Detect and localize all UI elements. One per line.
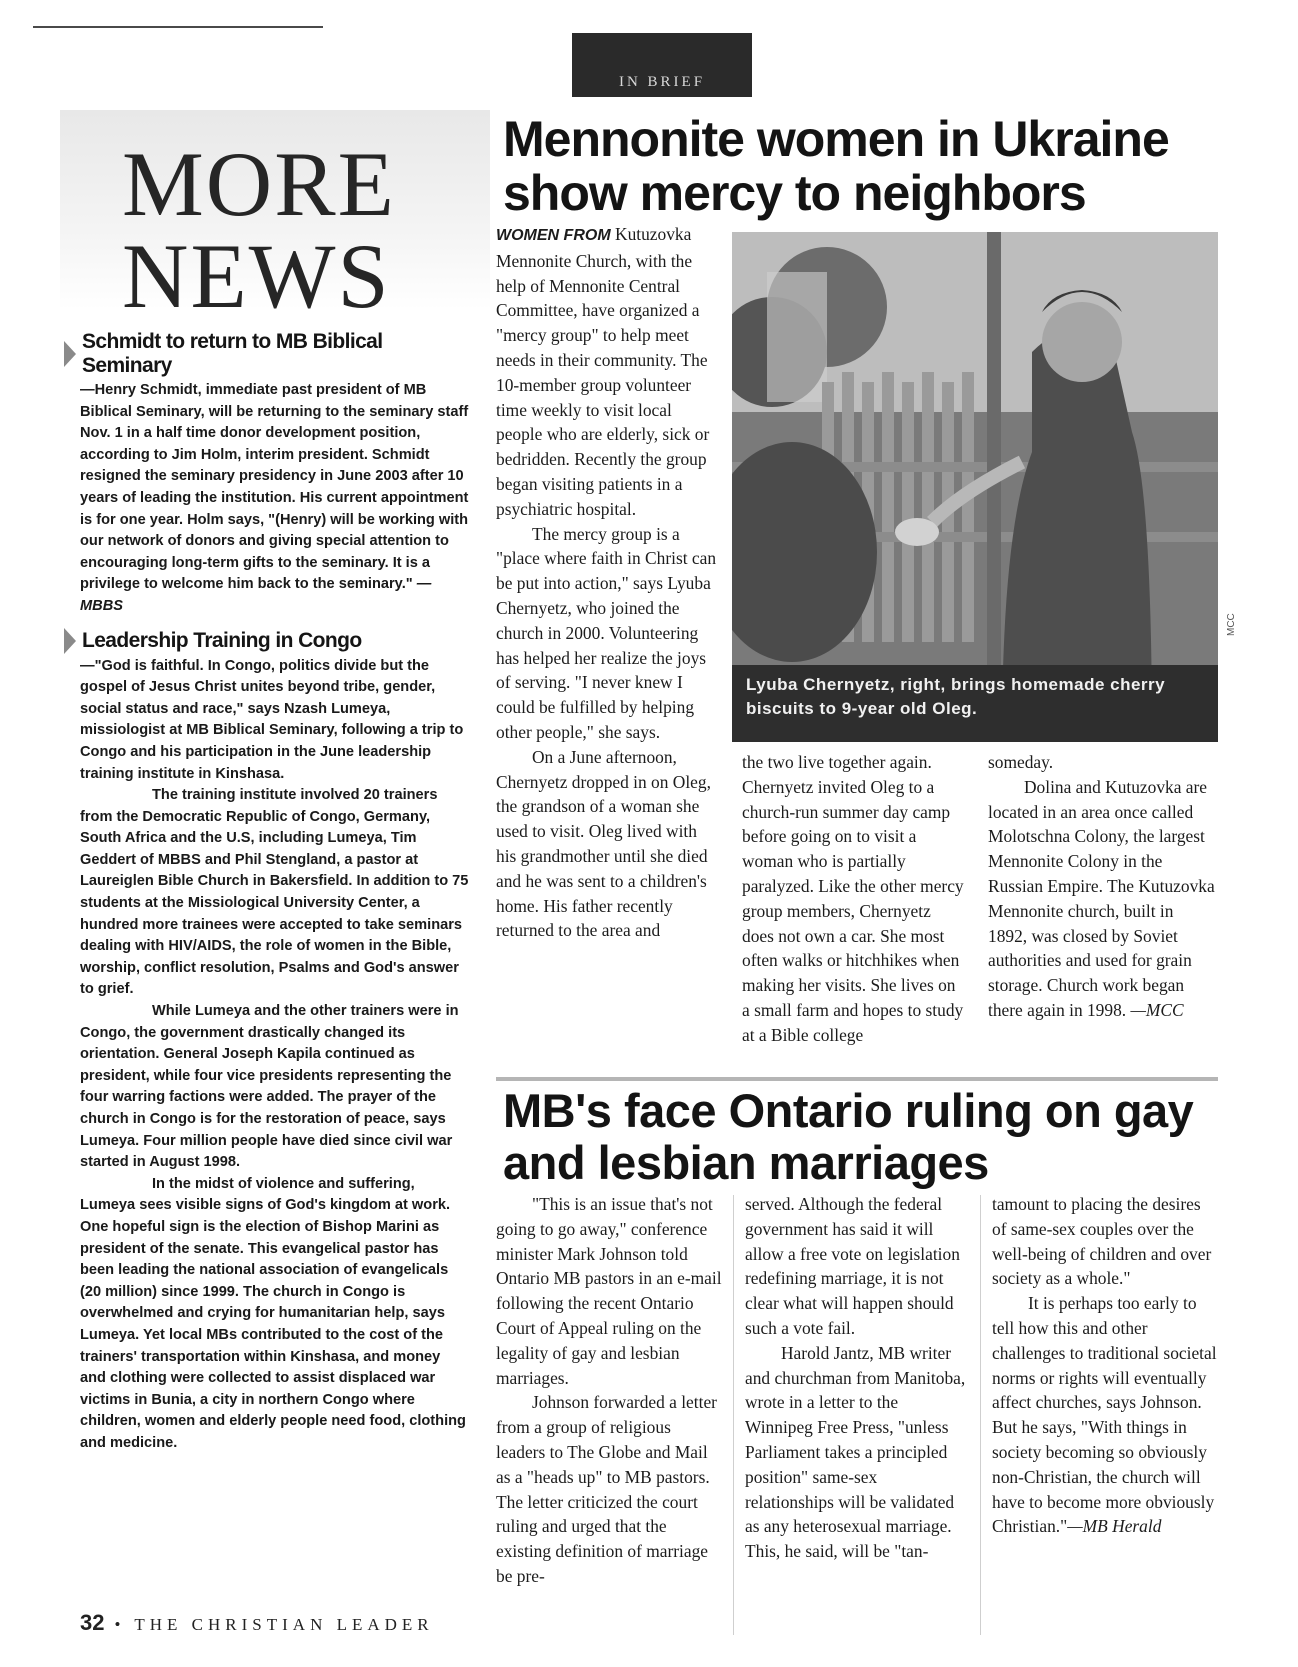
column-rule [980,1195,981,1635]
story2-column-2 [745,1192,969,1564]
more-news-line2: NEWS [122,225,391,327]
photo-caption: Lyuba Chernyetz, right, brings homemade cherry biscuits to 9-year old Oleg. [732,665,1218,742]
brief1-title: Schmidt to return to MB Biblical Seminary [80,330,470,378]
triangle-bullet-icon [64,628,76,654]
footer-separator: • [114,1615,126,1634]
column-rule [733,1195,734,1635]
story1-paragraph: Dolina and Kutuzovka are located in an area once called Molotschna Colony, the largest Mennonite Colony in the Russian Empire. The Kutuzovka Mennonite church, built in 1892, was closed by Soviet authorities and used for grain storage. Church work began there again in 1998. —MCC [988,776,1215,1020]
brief1-text: —Henry Schmidt, immediate past president of MB Biblical Seminary, will be returning to the seminary staff Nov. 1 in a half time donor development position, according to Jim Holm, interim president. Schmidt resigned the seminary presidency in June 2003 after 10 years of leading the institution. His current appointment is for one year. Holm says, "(Henry) will be working with our network of donors and giving special attention to encouraging long-term gifts to the seminary. It is a privilege to welcome him back to the seminary." —MBBS [80,382,469,614]
story2-column-3 [992,1192,1218,1539]
story2-paragraph: served. Although the federal government has said it will allow a free vote on legislation redefining marriage, it is not clear what will happen should such a vote fail. [745,1194,960,1338]
story2-signature: —MB Herald [1067,1516,1162,1537]
story2-paragraph: Harold Jantz, MB writer and churchman from Manitoba, wrote in a letter to the Winnipeg Free Press, "unless Parliament takes a principled position" same-sex relationships will be validated as any heterosexual marriage. This, he said, will be "tan- [745,1342,966,1562]
story1-signature: —MCC [1130,999,1184,1020]
brief2-paragraph: The training institute involved 20 trainers from the Democratic Republic of Congo, Germany, South Africa and the U.S, including Lumeya, Tim Geddert of MBBS and Phil Stengland, a pastor at Laureiglen Bible Church in Bakersfield. In addition to 75 students at the Missiological University Center, a hundred more trainees were accepted to take seminars dealing with HIV/AIDS, the role of women in the Bible, worship, conflict resolution, Psalms and God's answer to grief. [80,787,469,998]
more-news-banner [60,110,490,327]
story1-paragraph: someday. [988,752,1054,772]
brief2-title: Leadership Training in Congo [80,628,470,654]
page-footer [80,1610,434,1636]
story1-column-2 [742,750,964,1048]
story-divider [496,1077,1218,1081]
page-number: 32 [80,1610,105,1635]
brief2-paragraph: While Lumeya and the other trainers were in Congo, the government drastically changed its orientation. General Joseph Kapila continued as president, while four vice presidents representing the four warring factions were added. The prayer of the church in Congo is for the restoration of peace, says Lumeya. Four million people have died since civil war started in August 1998. [80,1003,459,1171]
story1-paragraph: WOMEN FROM Kutuzovka Mennonite Church, with the help of Mennonite Central Committee, have organized a "mercy group" to help meet needs in their community. The 10-member group volunteer time weekly to visit local people who are elderly, sick or bedridden. Recently the group began visiting patients in a psychiatric hospital. [496,224,710,519]
story1-column-1 [496,222,718,943]
brief2-paragraph: In the midst of violence and suffering, Lumeya sees visible signs of God's kingdom at work. One hopeful sign is the election of Bishop Marini as president of the senate. This evangelical pastor has been leading the national association of evangelicals (20 million) since 1999. The church in Congo is overwhelmed and crying for humanitarian help, says Lumeya. Yet local MBs contributed to the cost of the trainers' transportation within Kinshasa, and money and clothing were collected to assist displaced war victims in Bunia, a city in northern Congo where children, women and elderly people need food, clothing and medicine. [80,1175,466,1451]
news-briefs-column [80,330,470,1455]
top-rule [33,26,323,28]
story1-column-3 [988,750,1216,1023]
story1-paragraph: the two live together again. Chernyetz invited Oleg to a church-run summer day camp before going on to visit a woman who is partially paralyzed. Like the other mercy group members, Chernyetz does not own a car. She most often walks or hitchhikes when making her visits. She lives on a small farm and hopes to study at a Bible college [742,752,964,1045]
story2-headline: MB's face Ontario ruling on gay and lesbian marriages [503,1084,1194,1189]
photo-credit: MCC [1226,613,1237,636]
story2-paragraph: It is perhaps too early to tell how this and other challenges to traditional societal norms or rights will eventually affect churches, says Johnson. But he says, "With things in society becoming so obviously non-Christian, the church will have to become more obviously Christian."—MB Herald [992,1293,1217,1537]
section-tab-label: IN BRIEF [618,74,706,90]
brief1-signature: —MBBS [80,576,432,614]
section-tab [572,33,752,97]
more-news-line1: MORE [122,133,396,235]
triangle-bullet-icon [64,341,76,367]
story1-paragraph: The mercy group is a "place where faith in Christ can be put into action," says Lyuba Chernyetz, who joined the church in 2000. Volunteering has helped her realize the joys of serving. "I never knew I could be fulfilled by helping other people," she says. [496,523,717,742]
story2-paragraph: tamount to placing the desires of same-sex couples over the well-being of children and over society as a whole." [992,1194,1212,1289]
story2-column-1 [496,1192,722,1589]
story2-paragraph: Johnson forwarded a letter from a group of religious leaders to The Globe and Mail as a "heads up" to MB pastors. The letter criticized the court ruling and urged that the existing definition of marriage be pre- [496,1392,717,1586]
story1-headline: Mennonite women in Ukraine show mercy to neighbors [503,111,1169,221]
story1-paragraph: On a June afternoon, Chernyetz dropped in on Oleg, the grandson of a woman she used to visit. Oleg lived with his grandmother until she died and he was sent to a children's home. His father recently returned to the area and [496,746,711,941]
magazine-name: THE CHRISTIAN LEADER [134,1615,434,1634]
story2-paragraph: "This is an issue that's not going to go away," conference minister Mark Johnson told Ontario MB pastors in an e-mail following the recent Ontario Court of Appeal ruling on the legality of gay and lesbian marriages. [496,1194,722,1388]
brief2-paragraph: —"God is faithful. In Congo, politics divide but the gospel of Jesus Christ unites beyond tribe, gender, social status and race," says Nzash Lumeya, missiologist at MB Biblical Seminary, following a trip to Congo and his participation in the June leadership training institute in Kinshasa. [80,657,464,782]
story1-lead-in: WOMEN FROM [496,227,611,244]
